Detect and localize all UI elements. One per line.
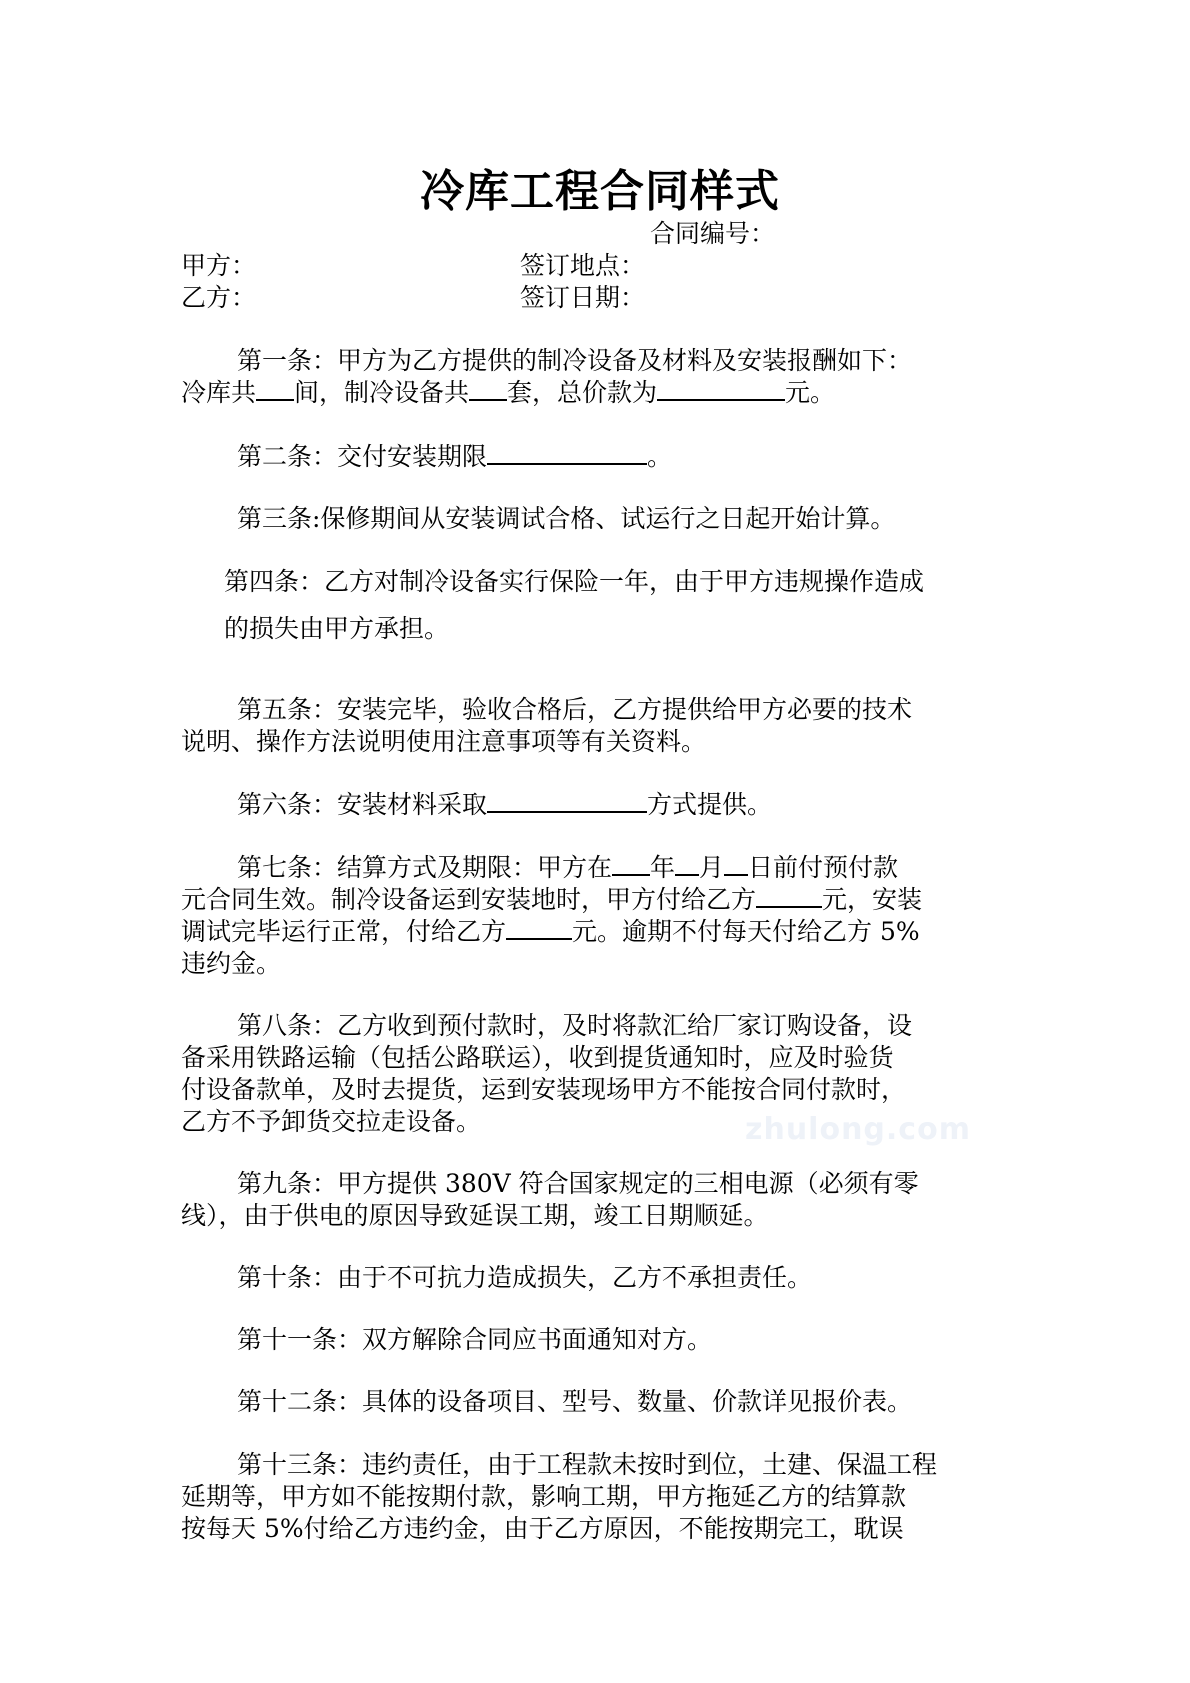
article-3: 第三条:保修期间从安装调试合格、试运行之日起开始计算。 bbox=[237, 504, 896, 533]
article-8-line-2: 备采用铁路运输（包括公路联运），收到提货通知时，应及时验货 bbox=[181, 1043, 894, 1072]
blank-day bbox=[724, 852, 748, 876]
article-8-line-3: 付设备款单，及时去提货，运到安装现场甲方不能按合同付款时， bbox=[181, 1075, 907, 1104]
article-text: 日前付预付款 bbox=[748, 853, 899, 882]
article-13-line-1: 第十三条：违约责任，由于工程款未按时到位，土建、保温工程 bbox=[237, 1450, 938, 1479]
article-text: 第二条：交付安装期限 bbox=[237, 442, 488, 471]
article-text: 间，制冷设备共 bbox=[294, 378, 470, 407]
article-text: 方式提供。 bbox=[647, 790, 773, 819]
watermark: zhulong.com bbox=[745, 1112, 971, 1147]
article-text: 元。 bbox=[785, 378, 836, 407]
blank-sets bbox=[469, 377, 507, 401]
article-7-line-1 bbox=[237, 852, 898, 884]
article-6 bbox=[237, 789, 772, 821]
article-text: 元。逾期不付每天付给乙方 5% bbox=[572, 917, 920, 946]
article-13-line-2: 延期等，甲方如不能按期付款，影响工期，甲方拖延乙方的结算款 bbox=[181, 1482, 907, 1511]
article-text: 冷库共 bbox=[181, 378, 257, 407]
article-text: 套，总价款为 bbox=[507, 378, 658, 407]
blank-rooms bbox=[256, 377, 294, 401]
article-text: 年 bbox=[650, 853, 676, 882]
article-7-line-2 bbox=[181, 884, 922, 916]
article-13-line-3: 按每天 5%付给乙方违约金，由于乙方原因，不能按期完工，耽误 bbox=[181, 1514, 904, 1543]
party-b-label: 乙方： bbox=[181, 283, 257, 312]
article-12: 第十二条：具体的设备项目、型号、数量、价款详见报价表。 bbox=[237, 1387, 913, 1416]
article-8-line-4: 乙方不予卸货交拉走设备。 bbox=[181, 1107, 482, 1136]
article-text: 元合同生效。制冷设备运到安装地时，甲方付给乙方 bbox=[181, 885, 757, 914]
article-10: 第十条：由于不可抗力造成损失，乙方不承担责任。 bbox=[237, 1263, 813, 1292]
article-2 bbox=[237, 441, 672, 473]
blank-delivery-payment bbox=[756, 884, 822, 908]
article-11: 第十一条：双方解除合同应书面通知对方。 bbox=[237, 1325, 713, 1354]
article-4-line-1: 第四条：乙方对制冷设备实行保险一年，由于甲方违规操作造成 bbox=[224, 567, 925, 596]
article-4-line-2: 的损失由甲方承担。 bbox=[224, 614, 450, 643]
signing-place-label: 签订地点： bbox=[520, 251, 646, 280]
article-9-line-2: 线），由于供电的原因导致延误工期，竣工日期顺延。 bbox=[181, 1201, 769, 1230]
signing-date-label: 签订日期： bbox=[520, 283, 646, 312]
blank-month bbox=[675, 852, 699, 876]
article-7-line-3 bbox=[181, 916, 920, 948]
article-1-line-1: 第一条：甲方为乙方提供的制冷设备及材料及安装报酬如下： bbox=[237, 346, 913, 375]
article-5-line-2: 说明、操作方法说明使用注意事项等有关资料。 bbox=[181, 727, 707, 756]
party-a-label: 甲方： bbox=[181, 251, 257, 280]
blank-year bbox=[612, 852, 650, 876]
blank-install-deadline bbox=[487, 441, 647, 465]
article-text: 第六条：安装材料采取 bbox=[237, 790, 488, 819]
article-1-line-2 bbox=[181, 377, 835, 409]
article-9-line-1: 第九条：甲方提供 380V 符合国家规定的三相电源（必须有零 bbox=[237, 1169, 919, 1198]
article-7-line-4: 违约金。 bbox=[181, 949, 282, 978]
article-5-line-1: 第五条：安装完毕，验收合格后，乙方提供给甲方必要的技术 bbox=[237, 695, 913, 724]
article-8-line-1: 第八条：乙方收到预付款时，及时将款汇给厂家订购设备，设 bbox=[237, 1011, 913, 1040]
blank-total-price bbox=[657, 377, 785, 401]
article-text: 第七条：结算方式及期限：甲方在 bbox=[237, 853, 613, 882]
blank-material-method bbox=[487, 789, 647, 813]
article-text: 。 bbox=[647, 442, 673, 471]
contract-number-label: 合同编号： bbox=[650, 219, 776, 248]
article-text: 月 bbox=[699, 853, 725, 882]
blank-final-payment bbox=[506, 916, 572, 940]
article-text: 元，安装 bbox=[822, 885, 923, 914]
article-text: 调试完毕运行正常，付给乙方 bbox=[181, 917, 507, 946]
document-title: 冷库工程合同样式 bbox=[420, 166, 780, 217]
